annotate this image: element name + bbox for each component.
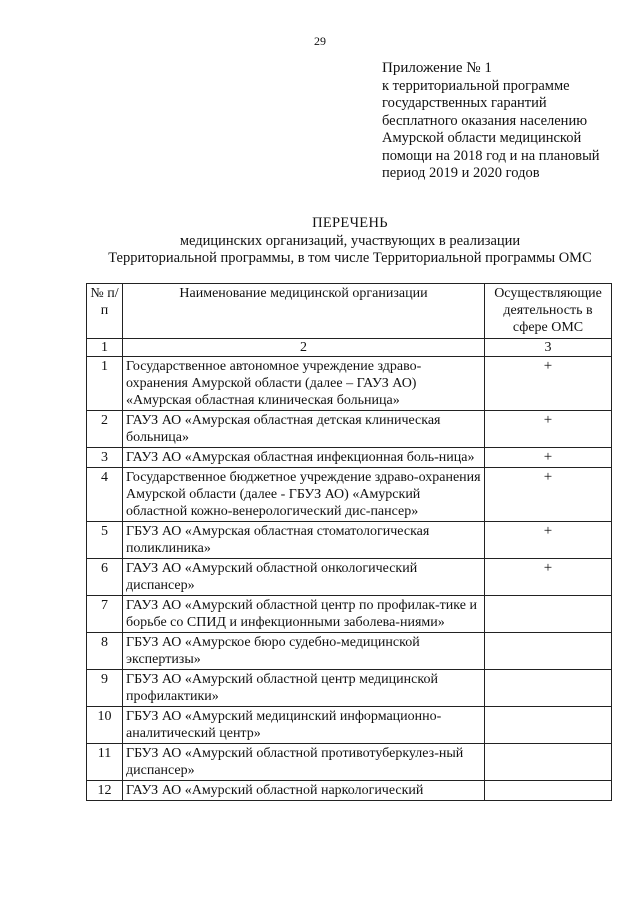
organization-name: ГАУЗ АО «Амурская областная инфекционная боль-ница» <box>123 448 485 468</box>
organization-name: ГБУЗ АО «Амурский областной противотуберкулез-ный диспансер» <box>123 744 485 781</box>
organization-name: ГАУЗ АО «Амурский областной центр по профилак-тике и борьбе со СПИД и инфекционными заболева-ниями» <box>123 596 485 633</box>
heading-line-1: медицинских организаций, участвующих в реализации <box>179 232 521 249</box>
row-number: 5 <box>87 522 123 559</box>
oms-mark <box>485 596 612 633</box>
row-number: 8 <box>87 633 123 670</box>
table-row <box>87 633 612 670</box>
table-row <box>87 744 612 781</box>
oms-mark: + <box>485 468 612 522</box>
document-heading <box>60 215 640 268</box>
row-number: 3 <box>87 448 123 468</box>
row-number: 1 <box>87 357 123 411</box>
row-number: 2 <box>87 411 123 448</box>
appendix-block <box>382 60 632 183</box>
table-row <box>87 468 612 522</box>
header-number: № п/п <box>87 284 123 339</box>
heading-title: ПЕРЕЧЕНЬ <box>312 215 388 231</box>
table-row <box>87 707 612 744</box>
organization-name: ГБУЗ АО «Амурская областная стоматологическая поликлиника» <box>123 522 485 559</box>
row-number: 9 <box>87 670 123 707</box>
table-row <box>87 357 612 411</box>
heading-line-2: Территориальной программы, в том числе Территориальной программы ОМС <box>108 250 592 266</box>
organization-name: Государственное автономное учреждение здраво-охранения Амурской области (далее – ГАУЗ АО) «Амурская областная клиническая больница» <box>123 357 485 411</box>
oms-mark <box>485 670 612 707</box>
appendix-line: помощи на 2018 год и на плановый <box>382 147 600 164</box>
organization-name: ГАУЗ АО «Амурский областной наркологический <box>123 781 485 801</box>
table-header-row <box>87 284 612 339</box>
column-number-row <box>87 339 612 357</box>
column-number: 1 <box>87 339 123 357</box>
appendix-line: к территориальной программе <box>382 77 570 94</box>
row-number: 12 <box>87 781 123 801</box>
table-row <box>87 448 612 468</box>
oms-mark: + <box>485 522 612 559</box>
appendix-line: бесплатного оказания населению <box>382 112 588 129</box>
oms-mark <box>485 633 612 670</box>
oms-mark: + <box>485 559 612 596</box>
organization-name: Государственное бюджетное учреждение здраво-охранения Амурской области (далее - ГБУЗ АО) «Амурский областной кожно-венерологический дис-пансер» <box>123 468 485 522</box>
oms-mark: + <box>485 357 612 411</box>
oms-mark <box>485 781 612 801</box>
header-oms: Осуществляющие деятельность в сфере ОМС <box>485 284 612 339</box>
oms-mark <box>485 707 612 744</box>
row-number: 4 <box>87 468 123 522</box>
organization-name: ГАУЗ АО «Амурский областной онкологический диспансер» <box>123 559 485 596</box>
column-number: 2 <box>123 339 485 357</box>
row-number: 10 <box>87 707 123 744</box>
table-row <box>87 522 612 559</box>
table-row <box>87 596 612 633</box>
oms-mark: + <box>485 448 612 468</box>
table-row <box>87 670 612 707</box>
organizations-table <box>86 283 612 801</box>
row-number: 11 <box>87 744 123 781</box>
row-number: 7 <box>87 596 123 633</box>
oms-mark: + <box>485 411 612 448</box>
organization-name: ГБУЗ АО «Амурский областной центр медицинской профилактики» <box>123 670 485 707</box>
table-row <box>87 411 612 448</box>
organization-name: ГБУЗ АО «Амурский медицинский информационно-аналитический центр» <box>123 707 485 744</box>
organization-name: ГБУЗ АО «Амурское бюро судебно-медицинской экспертизы» <box>123 633 485 670</box>
appendix-title: Приложение № 1 <box>382 60 492 76</box>
table-row <box>87 559 612 596</box>
page-number: 29 <box>314 34 326 48</box>
appendix-line: Амурской области медицинской <box>382 130 582 146</box>
oms-mark <box>485 744 612 781</box>
table-row <box>87 781 612 801</box>
appendix-line: государственных гарантий <box>382 95 547 111</box>
row-number: 6 <box>87 559 123 596</box>
organization-name: ГАУЗ АО «Амурская областная детская клиническая больница» <box>123 411 485 448</box>
appendix-line: период 2019 и 2020 годов <box>382 165 540 181</box>
header-name: Наименование медицинской организации <box>123 284 485 339</box>
column-number: 3 <box>485 339 612 357</box>
